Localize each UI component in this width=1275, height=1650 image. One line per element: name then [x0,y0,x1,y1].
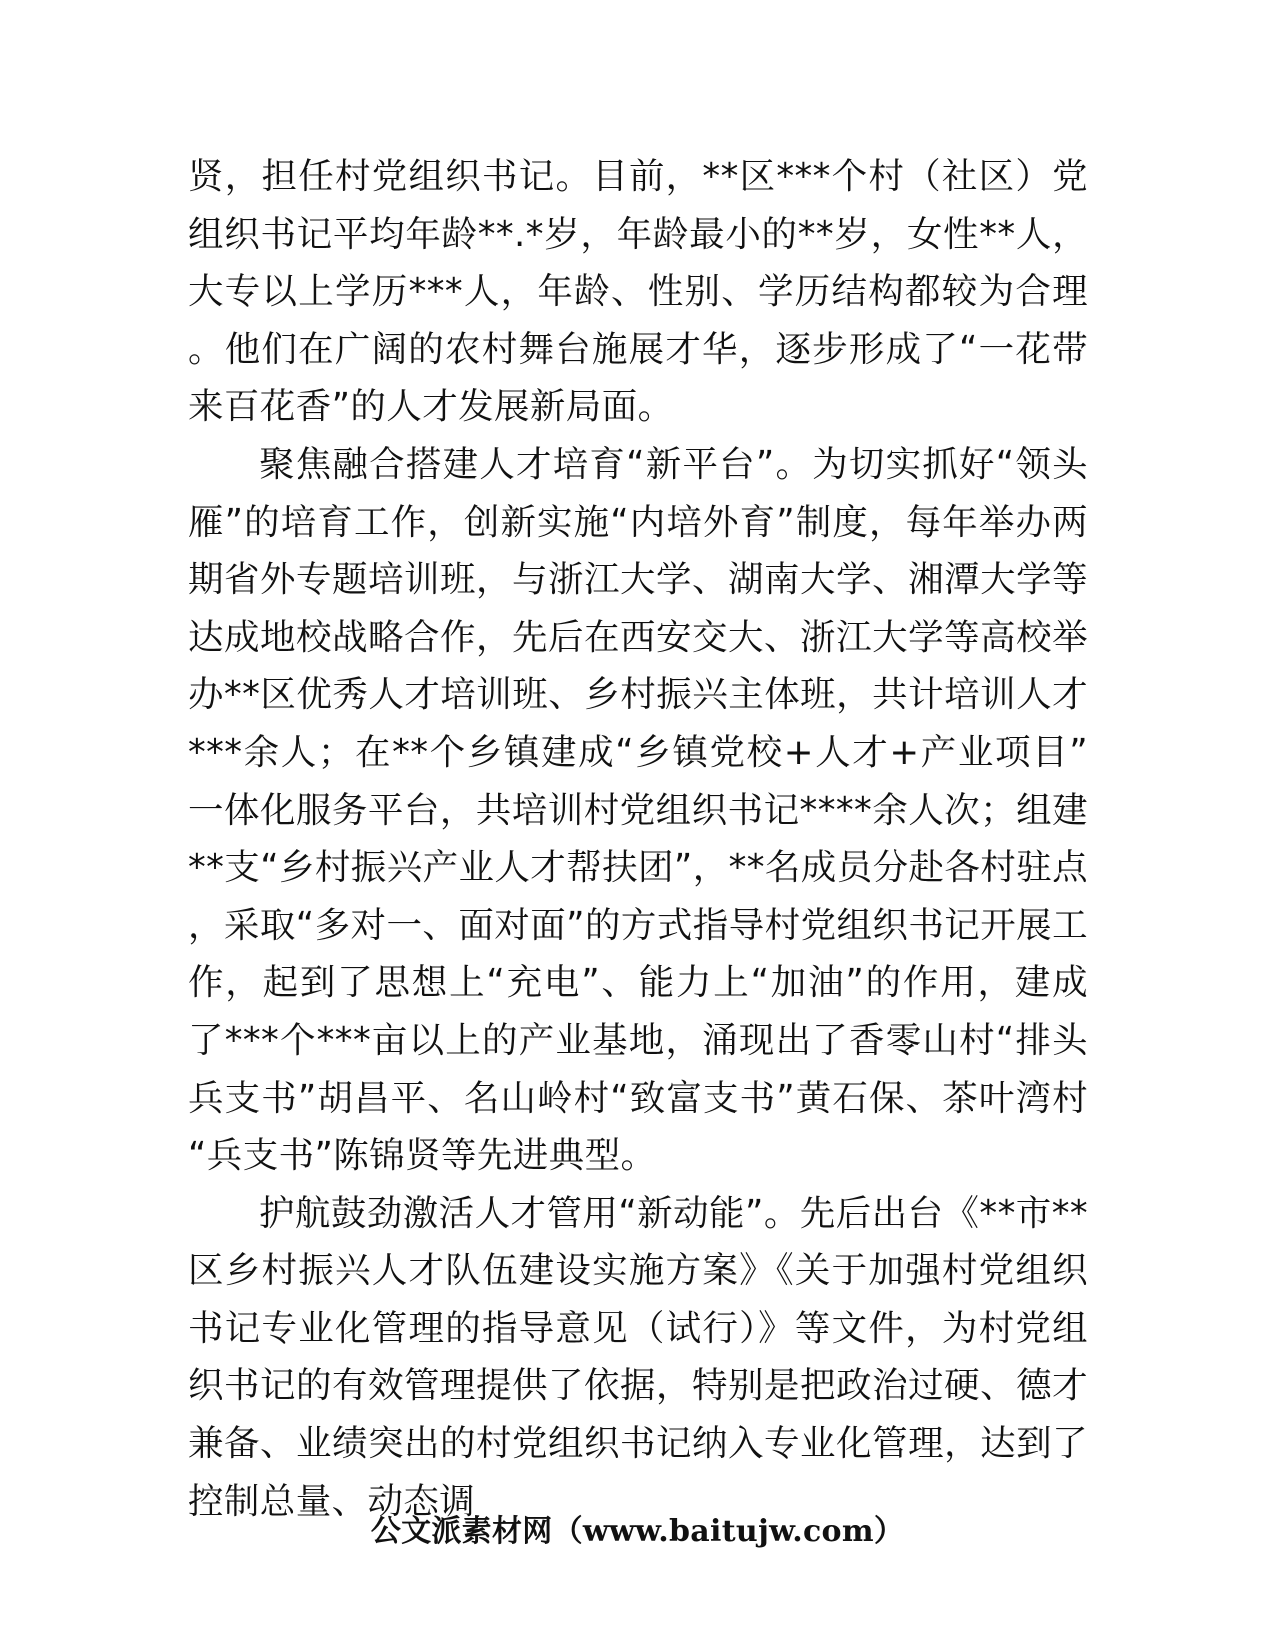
paragraph-management-momentum: 护航鼓劲激活人才管用“新动能”。先后出台《**市**区乡村振兴人才队伍建设实施方案》《关于加强村党组织书记专业化管理的指导意见（试行）》等文件，为村党组织书记的有效管理提供了依据，特别是把政治过硬、德才兼备、业绩突出的村党组织书记纳入专业化管理，达到了控制总量、动态调 [188,1192,1088,1522]
footer-watermark: 公文派素材网（www.baitujw.com） [370,1514,905,1549]
paragraph-training-platform: 聚焦融合搭建人才培育“新平台”。为切实抓好“领头雁”的培育工作，创新实施“内培外育”制度，每年举办两期省外专题培训班，与浙江大学、湖南大学、湘潭大学等达成地校战略合作，先后在西安交大、浙江大学等高校举办**区优秀人才培训班、乡村振兴主体班，共计培训人才***余人；在**个乡镇建成“乡镇党校+人才+产业项目”一体化服务平台，共培训村党组织书记****余人次；组建**支“乡村振兴产业人才帮扶团”，**名成员分赴各村驻点，采取“多对一、面对面”的方式指导村党组织书记开展工作，起到了思想上“充电”、能力上“加油”的作用，建成了***个***亩以上的产业基地，涌现出了香零山村“排头兵支书”胡昌平、名山岭村“致富支书”黄石保、茶叶湾村“兵支书”陈锦贤等先进典型。 [188,443,1088,1177]
paragraph-talent-overview: 贤，担任村党组织书记。目前，**区***个村（社区）党组织书记平均年龄**.*岁，年龄最小的**岁，女性**人，大专以上学历***人，年龄、性别、学历结构都较为合理。他们在广阔的农村舞台施展才华，逐步形成了“一花带来百花香”的人才发展新局面。 [188,156,1088,428]
document-body [188,148,1088,1530]
